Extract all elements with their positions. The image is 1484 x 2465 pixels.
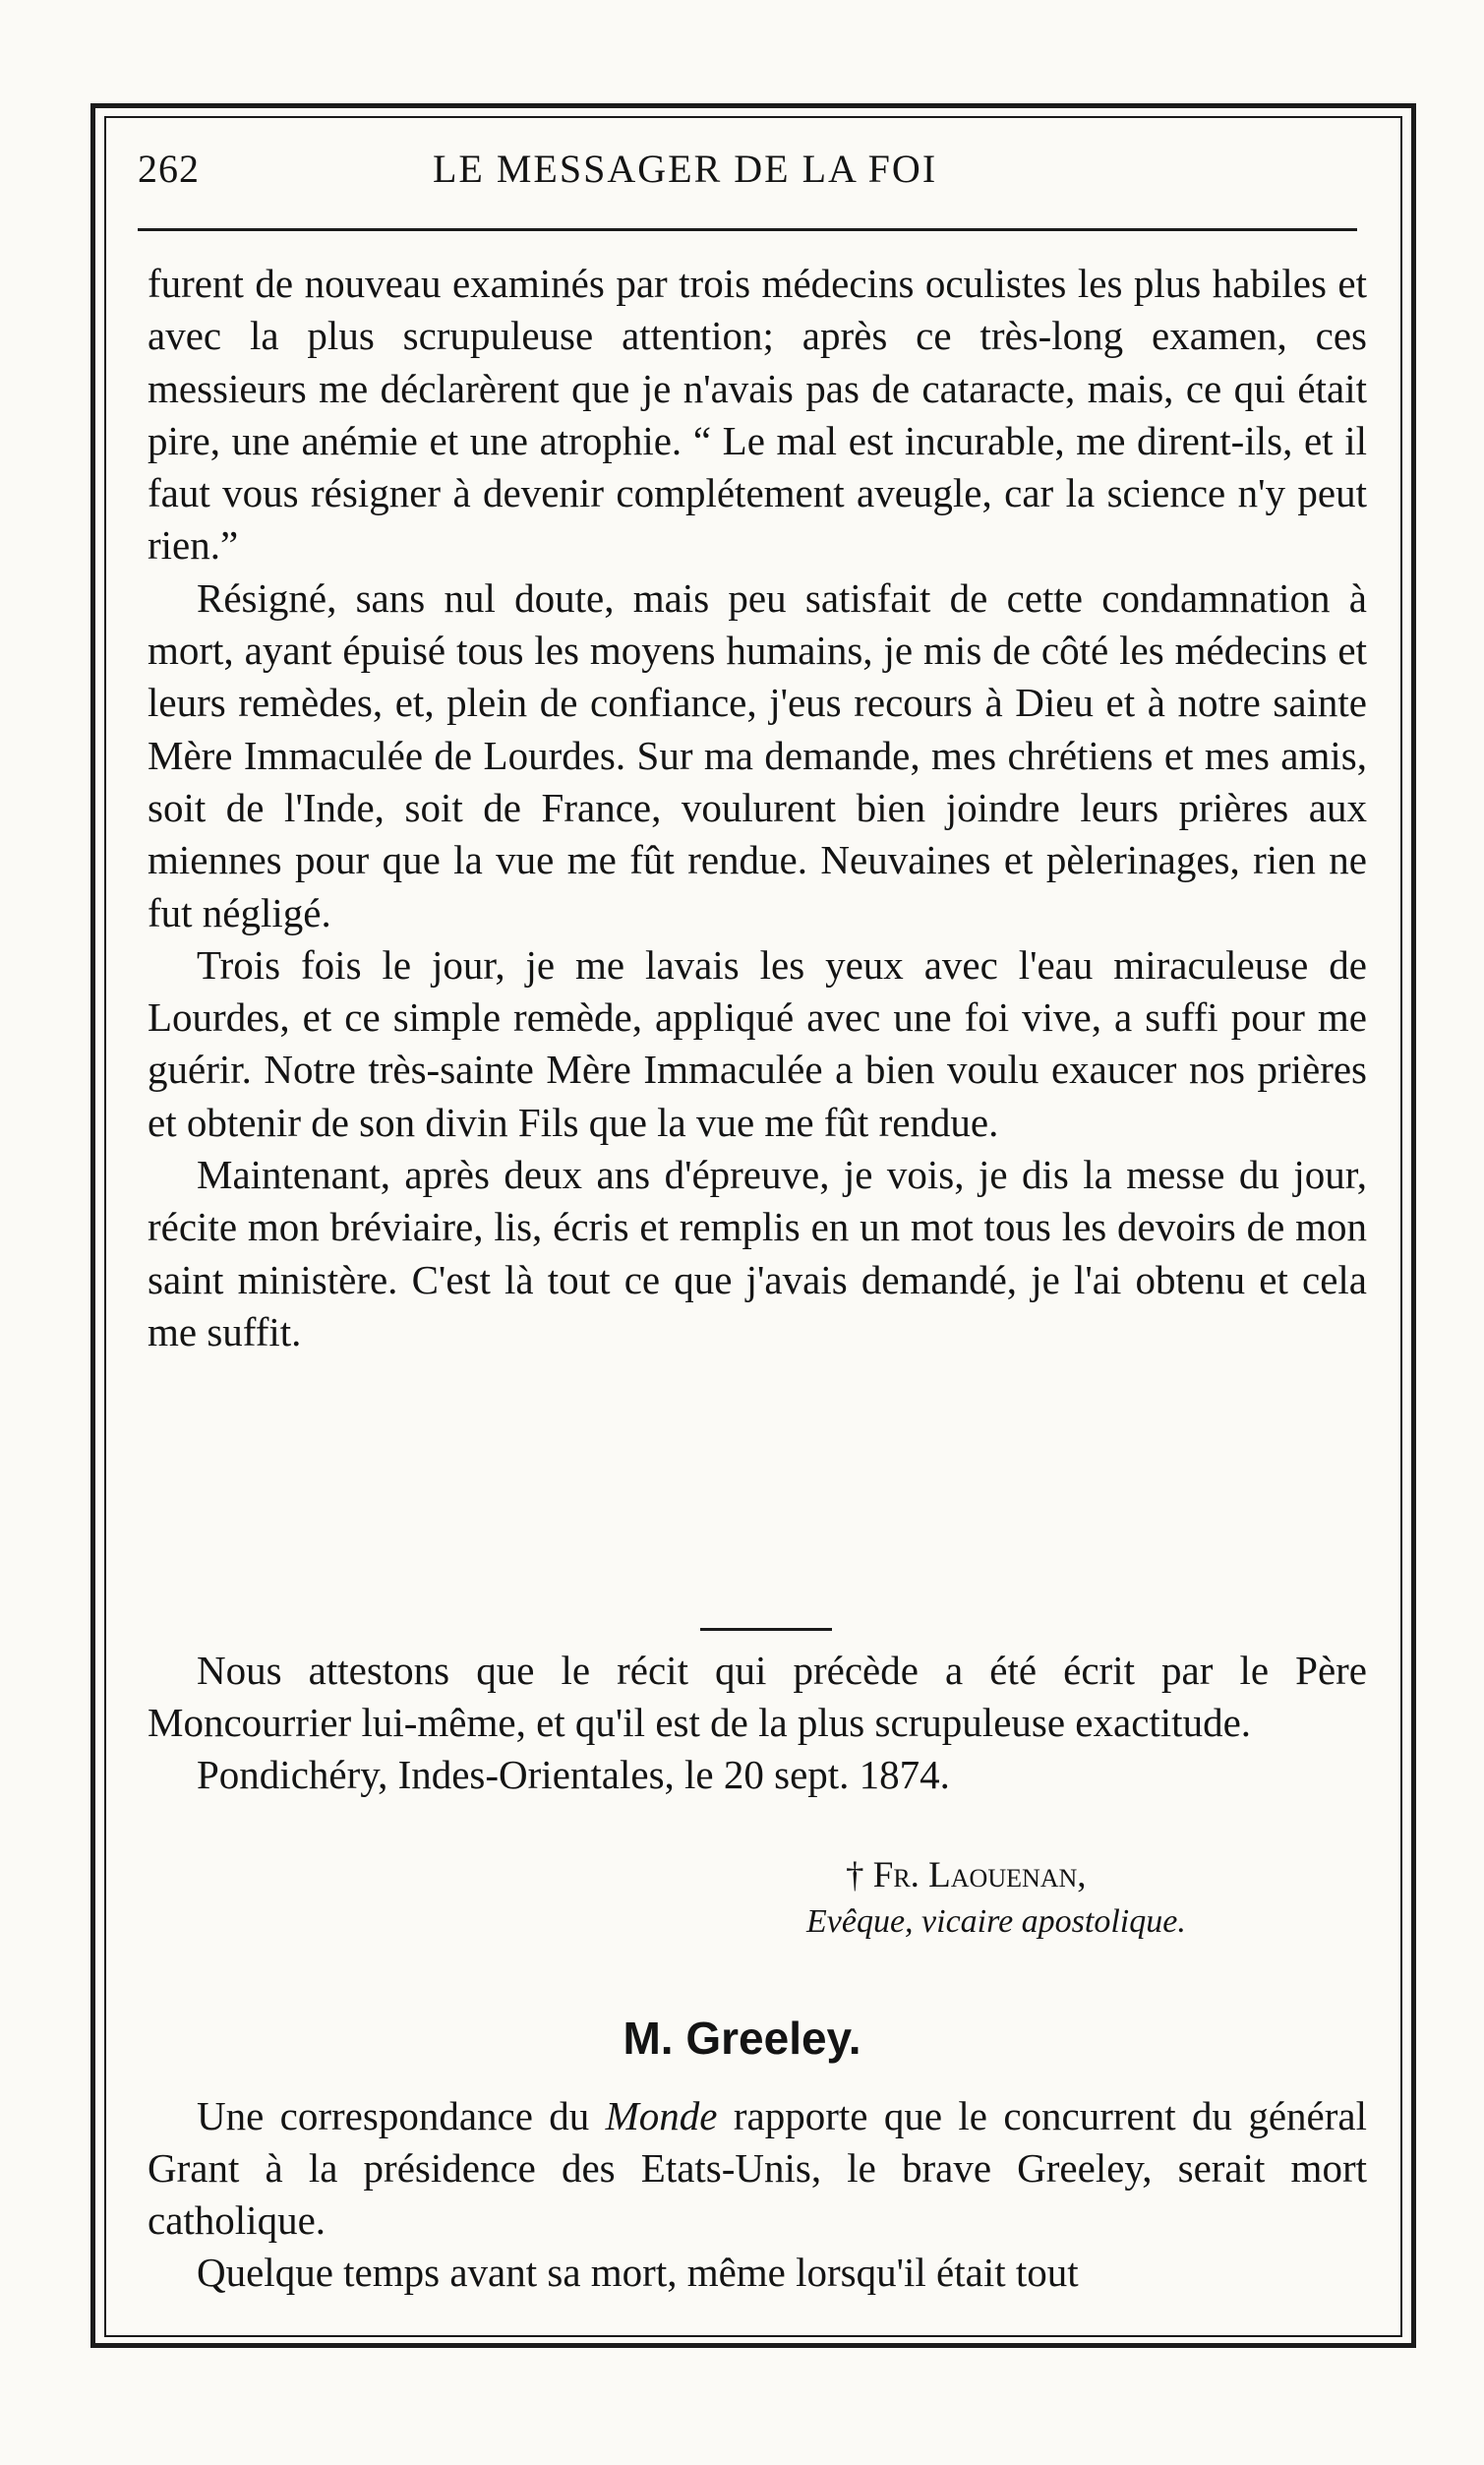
place-date: Pondichéry, Indes-Orientales, le 20 sept. 1874. [197, 1752, 950, 1797]
paragraph [148, 2090, 1367, 2247]
header-rule [138, 228, 1357, 231]
running-title: LE MESSAGER DE LA FOI [433, 147, 938, 191]
paragraph: Maintenant, après deux ans d'épreuve, je vois, je dis la messe du jour, récite mon bréviaire, lis, écris et remplis en un mot tous les devoirs de mon saint ministère. C'est là tout ce que j'avais demandé, je l'ai obtenu et cela me suffit. [148, 1152, 1367, 1354]
text-span: rapporte que le concurrent du général Grant à la présidence des Etats-Unis, le brave Greeley, serait mort catholique. [148, 2093, 1368, 2243]
attestation [148, 1645, 1367, 1801]
attestation-text: Nous attestons que le récit qui précède a été écrit par le Père Moncourrier lui-même, et qu'il est de la plus scrupuleuse exactitude. [148, 1648, 1367, 1745]
paragraph: Trois fois le jour, je me lavais les yeux avec l'eau miraculeuse de Lourdes, et ce simple remède, appliqué avec une foi vive, a suffi pour me guérir. Notre très-sainte Mère Immaculée a bien voulu exaucer nos prières et obtenir de son divin Fils que la vue me fût rendue. [148, 941, 1367, 1145]
paragraph: Quelque temps avant sa mort, même lorsqu'il était tout [197, 2250, 1079, 2295]
letter-body [148, 258, 1367, 1358]
article-body [148, 2090, 1367, 2299]
signature-title: Evêque, vicaire apostolique. [806, 1903, 1186, 1940]
section-divider [700, 1628, 832, 1631]
signature: † Fr. Laouenan, [846, 1855, 1087, 1895]
page-number: 262 [138, 147, 200, 191]
running-header [138, 138, 1357, 197]
paragraph: furent de nouveau examinés par trois médecins oculistes les plus habiles et avec la plus scrupuleuse attention; après ce très-long examen, ces messieurs me déclarèrent que je n'avais pas de cataracte, mais, ce qui était pire, une anémie et une atrophie. “ Le mal est incurable, me dirent-ils, et il faut vous résigner à devenir complétement aveugle, car la science n'y peut rien.” [148, 261, 1367, 569]
text-span: Une correspondance du [197, 2093, 606, 2138]
article-title: M. Greeley. [623, 2013, 861, 2064]
newspaper-title: Monde [605, 2093, 718, 2138]
paragraph: Résigné, sans nul doute, mais peu satisfait de cette condamnation à mort, ayant épuisé tous les moyens humains, je mis de côté les médecins et leurs remèdes, et, plein de confiance, j'eus recours à Dieu et à notre sainte Mère Immaculée de Lourdes. Sur ma demande, mes chrétiens et mes amis, soit de l'Inde, soit de France, voulurent bien joindre leurs prières aux miennes pour que la vue me fût rendue. Neuvaines et pèlerinages, rien ne fut négligé. [148, 574, 1367, 935]
